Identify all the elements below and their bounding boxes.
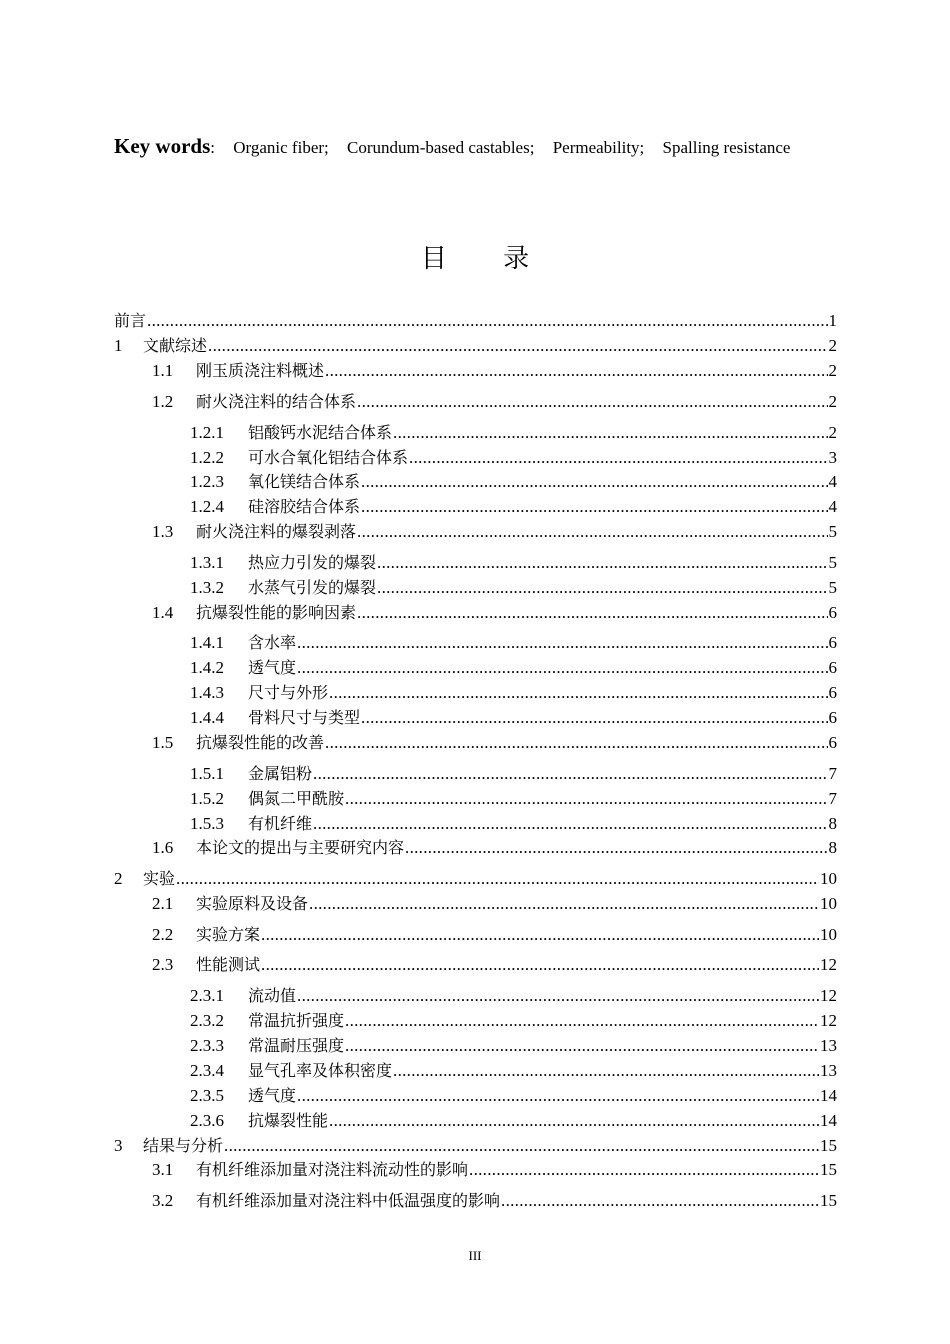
toc-leader-dots — [469, 1158, 819, 1182]
toc-entry-page: 5 — [828, 522, 837, 541]
toc-leader-dots — [261, 953, 819, 977]
toc-entry[interactable] — [190, 1084, 837, 1108]
toc-entry-label: 文献综述 — [143, 336, 208, 355]
keyword-item: Permeability; — [552, 138, 645, 157]
toc-entry[interactable] — [190, 681, 837, 705]
toc-entry-page: 13 — [820, 1061, 837, 1080]
toc-entry[interactable] — [152, 731, 837, 755]
toc-entry[interactable] — [190, 787, 837, 811]
toc-entry-label: 前言 — [114, 311, 147, 330]
toc-entry[interactable] — [152, 390, 837, 414]
toc-entry-label: 结果与分析 — [143, 1136, 224, 1155]
toc-entry-label: 实验原料及设备 — [196, 894, 309, 913]
toc-entry-number: 1.4.3 — [190, 683, 224, 702]
toc-leader-dots — [176, 867, 819, 891]
toc-leader-dots — [224, 1134, 819, 1158]
toc-leader-dots — [345, 1034, 819, 1058]
toc-leader-dots — [329, 681, 827, 705]
toc-leader-dots — [208, 334, 827, 358]
toc-entry[interactable] — [152, 892, 837, 916]
toc-entry-number: 2.3.5 — [190, 1086, 224, 1105]
toc-entry-page: 15 — [820, 1160, 837, 1179]
toc-leader-dots — [329, 1109, 819, 1133]
keywords-label: Key words — [114, 134, 211, 158]
toc-entry[interactable] — [190, 762, 837, 786]
toc-entry-label: 实验 — [143, 869, 176, 888]
toc-entry-page: 10 — [820, 894, 837, 913]
toc-entry[interactable] — [190, 470, 837, 494]
toc-leader-dots — [297, 1084, 819, 1108]
toc-entry-number: 2.3.6 — [190, 1111, 224, 1130]
toc-entry-number: 1.6 — [152, 838, 174, 857]
toc-entry-number: 1.3.1 — [190, 553, 224, 572]
toc-entry-number: 2.3.4 — [190, 1061, 224, 1080]
toc-leader-dots — [393, 421, 827, 445]
toc-leader-dots — [405, 836, 827, 860]
toc-entry-label: 抗爆裂性能的影响因素 — [196, 603, 357, 622]
toc-entry-number: 1.4.4 — [190, 708, 224, 727]
toc-entry[interactable] — [190, 1009, 837, 1033]
toc-entry-number: 3 — [114, 1136, 123, 1155]
toc-entry-number: 1.2.1 — [190, 423, 224, 442]
toc-entry-number: 1.4.1 — [190, 633, 224, 652]
toc-entry-label: 性能测试 — [196, 955, 261, 974]
toc-entry[interactable] — [152, 1189, 837, 1213]
toc-entry-page: 6 — [828, 708, 837, 727]
toc-entry[interactable] — [190, 446, 837, 470]
toc-entry-page: 14 — [820, 1086, 837, 1105]
toc-entry-page: 2 — [828, 423, 837, 442]
toc-entry-page: 15 — [820, 1191, 837, 1210]
toc-entry-number: 1.2 — [152, 392, 174, 411]
toc-entry-number: 1.2.4 — [190, 497, 224, 516]
toc-entry-number: 1.2.2 — [190, 448, 224, 467]
toc-entry-page: 3 — [828, 448, 837, 467]
toc-entry-page: 12 — [820, 986, 837, 1005]
toc-entry-number: 1.5 — [152, 733, 174, 752]
toc-entry[interactable] — [190, 812, 837, 836]
toc-leader-dots — [313, 812, 827, 836]
toc-entry-page: 2 — [828, 336, 837, 355]
toc-entry-label: 有机纤维添加量对浇注料中低温强度的影响 — [196, 1191, 501, 1210]
toc-entry[interactable] — [152, 953, 837, 977]
toc-entry-number: 1.3.2 — [190, 578, 224, 597]
toc-entry-label: 尺寸与外形 — [248, 683, 329, 702]
toc-entry-label: 氧化镁结合体系 — [248, 472, 361, 491]
keyword-item: Spalling resistance — [662, 138, 791, 157]
toc-entry-label: 有机纤维 — [248, 814, 313, 833]
toc-entry-label: 常温抗折强度 — [248, 1011, 345, 1030]
toc-entry-label: 有机纤维添加量对浇注料流动性的影响 — [196, 1160, 469, 1179]
toc-entry[interactable] — [114, 309, 837, 333]
toc-entry[interactable] — [190, 495, 837, 519]
toc-entry[interactable] — [114, 867, 837, 891]
toc-entry-number: 1.4 — [152, 603, 174, 622]
toc-entry[interactable] — [190, 984, 837, 1008]
toc-entry-label: 可水合氧化铝结合体系 — [248, 448, 409, 467]
toc-entry-page: 12 — [820, 955, 837, 974]
toc-entry-number: 3.2 — [152, 1191, 174, 1210]
toc-entry-page: 6 — [828, 733, 837, 752]
toc-leader-dots — [357, 390, 827, 414]
toc-leader-dots — [261, 923, 819, 947]
toc-entry-number: 1.3 — [152, 522, 174, 541]
keywords-separator: : — [210, 138, 215, 157]
toc-entry-label: 热应力引发的爆裂 — [248, 553, 377, 572]
toc-entry-page: 6 — [828, 603, 837, 622]
toc-entry-number: 1 — [114, 336, 123, 355]
toc-entry-page: 10 — [820, 925, 837, 944]
toc-entry[interactable] — [190, 551, 837, 575]
toc-entry-page: 6 — [828, 658, 837, 677]
toc-entry-page: 4 — [828, 497, 837, 516]
keyword-item: Corundum-based castables; — [347, 138, 535, 157]
toc-entry[interactable] — [190, 576, 837, 600]
toc-entry[interactable] — [190, 706, 837, 730]
toc-entry-number: 2.3.2 — [190, 1011, 224, 1030]
toc-entry[interactable] — [190, 1034, 837, 1058]
toc-entry-page: 6 — [828, 683, 837, 702]
toc-entry[interactable] — [114, 334, 837, 358]
toc-entry-page: 7 — [828, 789, 837, 808]
toc-entry-label: 硅溶胶结合体系 — [248, 497, 361, 516]
toc-entry-page: 6 — [828, 633, 837, 652]
toc-entry-label: 常温耐压强度 — [248, 1036, 345, 1055]
toc-leader-dots — [361, 495, 827, 519]
toc-leader-dots — [409, 446, 827, 470]
toc-entry-number: 2.3.1 — [190, 986, 224, 1005]
toc-entry-label: 偶氮二甲酰胺 — [248, 789, 345, 808]
toc-entry[interactable] — [190, 421, 837, 445]
toc-leader-dots — [325, 731, 827, 755]
toc-entry[interactable] — [152, 836, 837, 860]
toc-leader-dots — [377, 551, 827, 575]
toc-entry-page: 10 — [820, 869, 837, 888]
toc-leader-dots — [313, 762, 827, 786]
toc-entry-page: 2 — [828, 361, 837, 380]
toc-leader-dots — [309, 892, 819, 916]
toc-leader-dots — [361, 470, 827, 494]
toc-leader-dots — [147, 309, 827, 333]
toc-entry[interactable] — [190, 631, 837, 655]
toc-entry-page: 15 — [820, 1136, 837, 1155]
toc-entry-label: 耐火浇注料的爆裂剥落 — [196, 522, 357, 541]
toc-entry-page: 5 — [828, 553, 837, 572]
toc-entry[interactable] — [152, 359, 837, 383]
toc-entry-label: 铝酸钙水泥结合体系 — [248, 423, 393, 442]
toc-entry-page: 8 — [828, 814, 837, 833]
toc-entry[interactable] — [152, 520, 837, 544]
toc-leader-dots — [377, 576, 827, 600]
toc-entry-number: 2 — [114, 869, 123, 888]
toc-title: 目 录 — [420, 244, 554, 274]
toc-entry-number: 1.5.2 — [190, 789, 224, 808]
toc-entry-label: 骨料尺寸与类型 — [248, 708, 361, 727]
toc-entry[interactable] — [190, 1109, 837, 1133]
toc-entry-label: 金属铝粉 — [248, 764, 313, 783]
toc-leader-dots — [297, 984, 819, 1008]
toc-entry-number: 2.2 — [152, 925, 174, 944]
toc-entry-label: 抗爆裂性能 — [248, 1111, 329, 1130]
toc-entry-page: 12 — [820, 1011, 837, 1030]
toc-entry[interactable] — [152, 1158, 837, 1182]
keyword-item: Organic fiber; — [233, 138, 329, 157]
toc-entry-number: 1.5.1 — [190, 764, 224, 783]
toc-leader-dots — [325, 359, 827, 383]
toc-entry-page: 8 — [828, 838, 837, 857]
toc-entry-label: 本论文的提出与主要研究内容 — [196, 838, 405, 857]
toc-entry-label: 透气度 — [248, 658, 297, 677]
toc-entry-label: 透气度 — [248, 1086, 297, 1105]
toc-entry-label: 耐火浇注料的结合体系 — [196, 392, 357, 411]
toc-entry-number: 1.5.3 — [190, 814, 224, 833]
toc-entry-number: 3.1 — [152, 1160, 174, 1179]
toc-entry[interactable] — [114, 1134, 837, 1158]
toc-entry-label: 显气孔率及体积密度 — [248, 1061, 393, 1080]
toc-entry-label: 水蒸气引发的爆裂 — [248, 578, 377, 597]
toc-leader-dots — [345, 787, 827, 811]
toc-entry-page: 4 — [828, 472, 837, 491]
toc-entry[interactable] — [190, 1059, 837, 1083]
toc-entry[interactable] — [190, 656, 837, 680]
toc-leader-dots — [393, 1059, 819, 1083]
toc-entry-number: 1.2.3 — [190, 472, 224, 491]
toc-entry-number: 1.4.2 — [190, 658, 224, 677]
toc-leader-dots — [361, 706, 827, 730]
toc-entry-number: 2.1 — [152, 894, 174, 913]
toc-entry[interactable] — [152, 923, 837, 947]
toc-entry-label: 实验方案 — [196, 925, 261, 944]
toc-entry-label: 抗爆裂性能的改善 — [196, 733, 325, 752]
toc-entry-number: 1.1 — [152, 361, 174, 380]
toc-entry-page: 1 — [828, 311, 837, 330]
toc-entry-label: 刚玉质浇注料概述 — [196, 361, 325, 380]
toc-leader-dots — [297, 631, 827, 655]
page-number-footer: III — [468, 1248, 482, 1263]
toc-entry-page: 5 — [828, 578, 837, 597]
toc-entry[interactable] — [152, 601, 837, 625]
toc-leader-dots — [357, 601, 827, 625]
toc-entry-page: 13 — [820, 1036, 837, 1055]
toc-entry-page: 2 — [828, 392, 837, 411]
toc-leader-dots — [357, 520, 827, 544]
toc-leader-dots — [501, 1189, 819, 1213]
toc-entry-page: 14 — [820, 1111, 837, 1130]
toc-leader-dots — [345, 1009, 819, 1033]
toc-entry-page: 7 — [828, 764, 837, 783]
toc-leader-dots — [297, 656, 827, 680]
keywords-paragraph — [114, 122, 794, 172]
toc-entry-number: 2.3.3 — [190, 1036, 224, 1055]
toc-entry-number: 2.3 — [152, 955, 174, 974]
toc-entry-label: 含水率 — [248, 633, 297, 652]
toc-entry-label: 流动值 — [248, 986, 297, 1005]
